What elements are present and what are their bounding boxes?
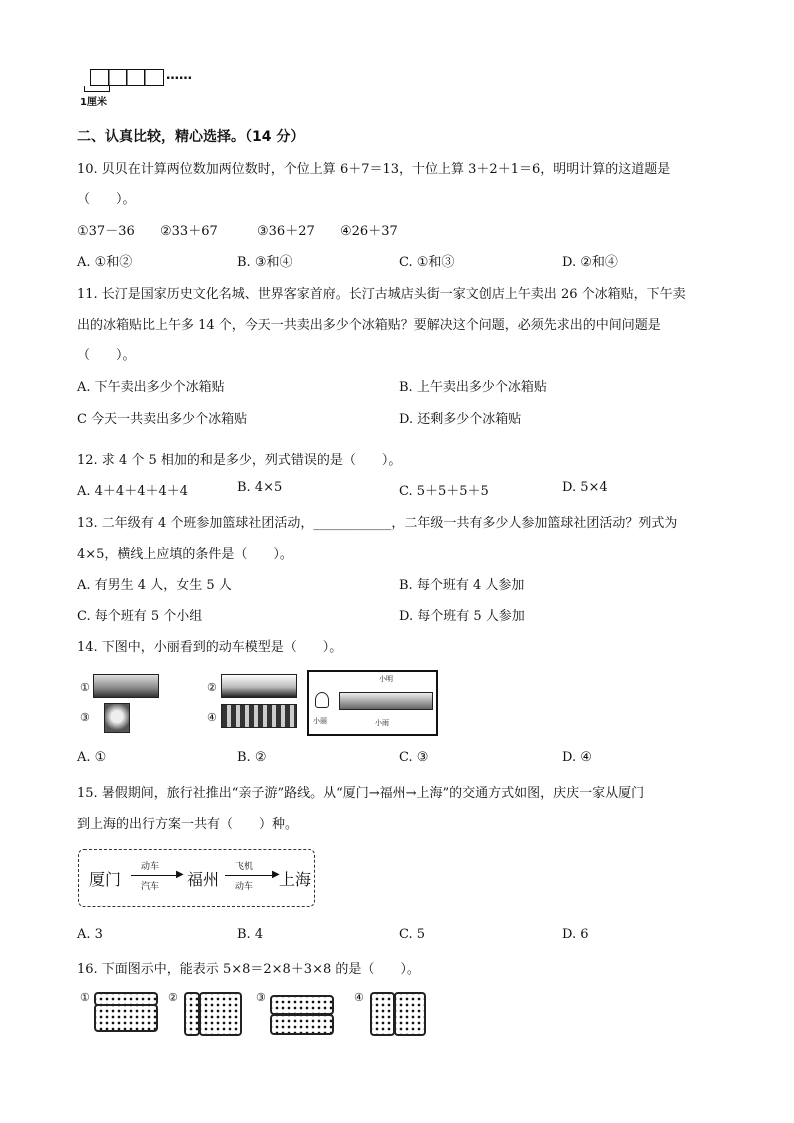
route-leg1-top: 动车 (141, 862, 160, 872)
observers-scene (307, 670, 438, 736)
question-12-line-1: 12. 求 4 个 5 相加的和是多少，列式错误的是（ ）。 (77, 453, 402, 468)
route-leg1-arrow (131, 875, 179, 876)
q13-option-a[interactable]: A. 有男生 4 人，女生 5 人 (77, 578, 232, 593)
route-to: 上海 (279, 870, 312, 889)
q12-option-c[interactable]: C. 5＋5＋5＋5 (399, 484, 489, 499)
train-model-image-4 (221, 704, 297, 728)
ruler-label: 1厘米 (80, 97, 107, 108)
q10-option-c[interactable]: C. ①和③ (399, 255, 455, 270)
question-13-line-1: 13. 二年级有 4 个班参加篮球社团活动，____________，二年级一共有多少人参加篮球社团活动？列式为 (77, 516, 678, 531)
route-leg1-bottom: 汽车 (141, 882, 160, 892)
question-11-line-2: 出的冰箱贴比上午多 14 个，今天一共卖出多少个冰箱贴？要解决这个问题，必须先求出的中间问题是 (77, 318, 661, 333)
ruler-bracket (84, 86, 110, 92)
q10-subitem-2: ②33＋67 (160, 224, 218, 239)
q15-option-d[interactable]: D. 6 (562, 927, 589, 942)
q14-label-3: ③ (80, 711, 90, 724)
q14-option-d[interactable]: D. ④ (562, 750, 592, 765)
q12-option-a[interactable]: A. 4＋4＋4＋4＋4 (77, 484, 189, 499)
q11-option-b[interactable]: B. 上午卖出多少个冰箱贴 (399, 380, 547, 395)
scene-train (339, 692, 433, 710)
q14-option-b[interactable]: B. ② (237, 750, 267, 765)
q15-option-b[interactable]: B. 4 (237, 927, 264, 942)
q16-label-1: ① (80, 991, 90, 1004)
q16-label-4: ④ (354, 991, 364, 1004)
route-leg2-arrow (225, 875, 275, 876)
q12-option-d[interactable]: D. 5×4 (562, 480, 608, 495)
q13-option-b[interactable]: B. 每个班有 4 人参加 (399, 578, 525, 593)
q15-option-c[interactable]: C. 5 (399, 927, 426, 942)
q13-option-c[interactable]: C. 每个班有 5 个小组 (77, 609, 203, 624)
person-icon (315, 692, 329, 708)
route-leg2-top: 飞机 (235, 862, 254, 872)
q12-option-b[interactable]: B. 4×5 (237, 480, 283, 495)
q10-subitem-3: ③36＋27 (257, 224, 315, 239)
q10-subitem-4: ④26＋37 (340, 224, 398, 239)
q10-option-b[interactable]: B. ③和④ (237, 255, 293, 270)
ruler-boxes (90, 69, 164, 86)
question-13-line-2: 4×5，横线上应填的条件是（ ）。 (77, 547, 293, 562)
train-model-image-1 (93, 674, 159, 698)
route-from: 厦门 (89, 870, 122, 889)
question-16-line-1: 16. 下面图示中，能表示 5×8＝2×8＋3×8 的是（ ）。 (77, 962, 420, 977)
q13-option-d[interactable]: D. 每个班有 5 人参加 (399, 609, 525, 624)
dot-array-4-right (394, 992, 426, 1036)
q14-option-a[interactable]: A. ① (77, 750, 107, 765)
scene-label-xiaoli: 小丽 (313, 717, 327, 725)
route-diagram (78, 849, 315, 907)
dot-array-2-left (184, 992, 200, 1036)
q14-option-c[interactable]: C. ③ (399, 750, 429, 765)
dot-array-1-bottom (94, 1004, 158, 1032)
q16-label-3: ③ (256, 991, 266, 1004)
q15-option-a[interactable]: A. 3 (77, 927, 103, 942)
q14-label-1: ① (80, 681, 90, 694)
q11-option-d[interactable]: D. 还剩多少个冰箱贴 (399, 412, 522, 427)
question-10-line-2: （ ）。 (77, 192, 136, 207)
train-model-image-2 (221, 674, 297, 698)
question-14-line-1: 14. 下图中，小丽看到的动车模型是（ ）。 (77, 640, 343, 655)
q10-option-a[interactable]: A. ①和② (77, 255, 133, 270)
section-title: 二、认真比较，精心选择。（14 分） (77, 129, 305, 145)
ruler-dots: …… (166, 68, 192, 83)
route-leg2-bottom: 动车 (235, 882, 254, 892)
q11-option-c[interactable]: C 今天一共卖出多少个冰箱贴 (77, 412, 248, 427)
dot-array-4-left (370, 992, 395, 1036)
question-11-line-1: 11. 长汀是国家历史文化名城、世界客家首府。长汀古城店头街一家文创店上午卖出 26 个冰箱贴，下午卖 (77, 287, 686, 302)
route-mid: 福州 (187, 870, 220, 889)
dot-array-2-right (199, 992, 242, 1036)
q16-label-2: ② (168, 991, 178, 1004)
arrow-right-icon: ▶ (272, 869, 280, 880)
q10-subitem-1: ①37－36 (77, 224, 135, 239)
question-10-line-1: 10. 贝贝在计算两位数加两位数时，个位上算 6＋7＝13，十位上算 3＋2＋1＝6，明明计算的这道题是 (77, 162, 671, 177)
scene-label-xiaoming: 小明 (379, 675, 393, 683)
q11-option-a[interactable]: A. 下午卖出多少个冰箱贴 (77, 380, 225, 395)
dot-array-3-bottom (270, 1014, 334, 1035)
q14-label-4: ④ (207, 711, 217, 724)
question-15-line-1: 15. 暑假期间，旅行社推出“亲子游”路线。从“厦门→福州→上海”的交通方式如图，庆庆一家从厦门 (77, 786, 645, 801)
scene-label-xiaoyu: 小雨 (375, 719, 389, 727)
train-model-image-3 (104, 703, 130, 733)
dot-array-3-top (270, 995, 334, 1015)
question-11-line-3: （ ）。 (77, 348, 136, 363)
q10-option-d[interactable]: D. ②和④ (562, 255, 618, 270)
q14-label-2: ② (207, 681, 217, 694)
arrow-right-icon: ▶ (176, 869, 184, 880)
question-15-line-2: 到上海的出行方案一共有（ ）种。 (77, 817, 299, 832)
